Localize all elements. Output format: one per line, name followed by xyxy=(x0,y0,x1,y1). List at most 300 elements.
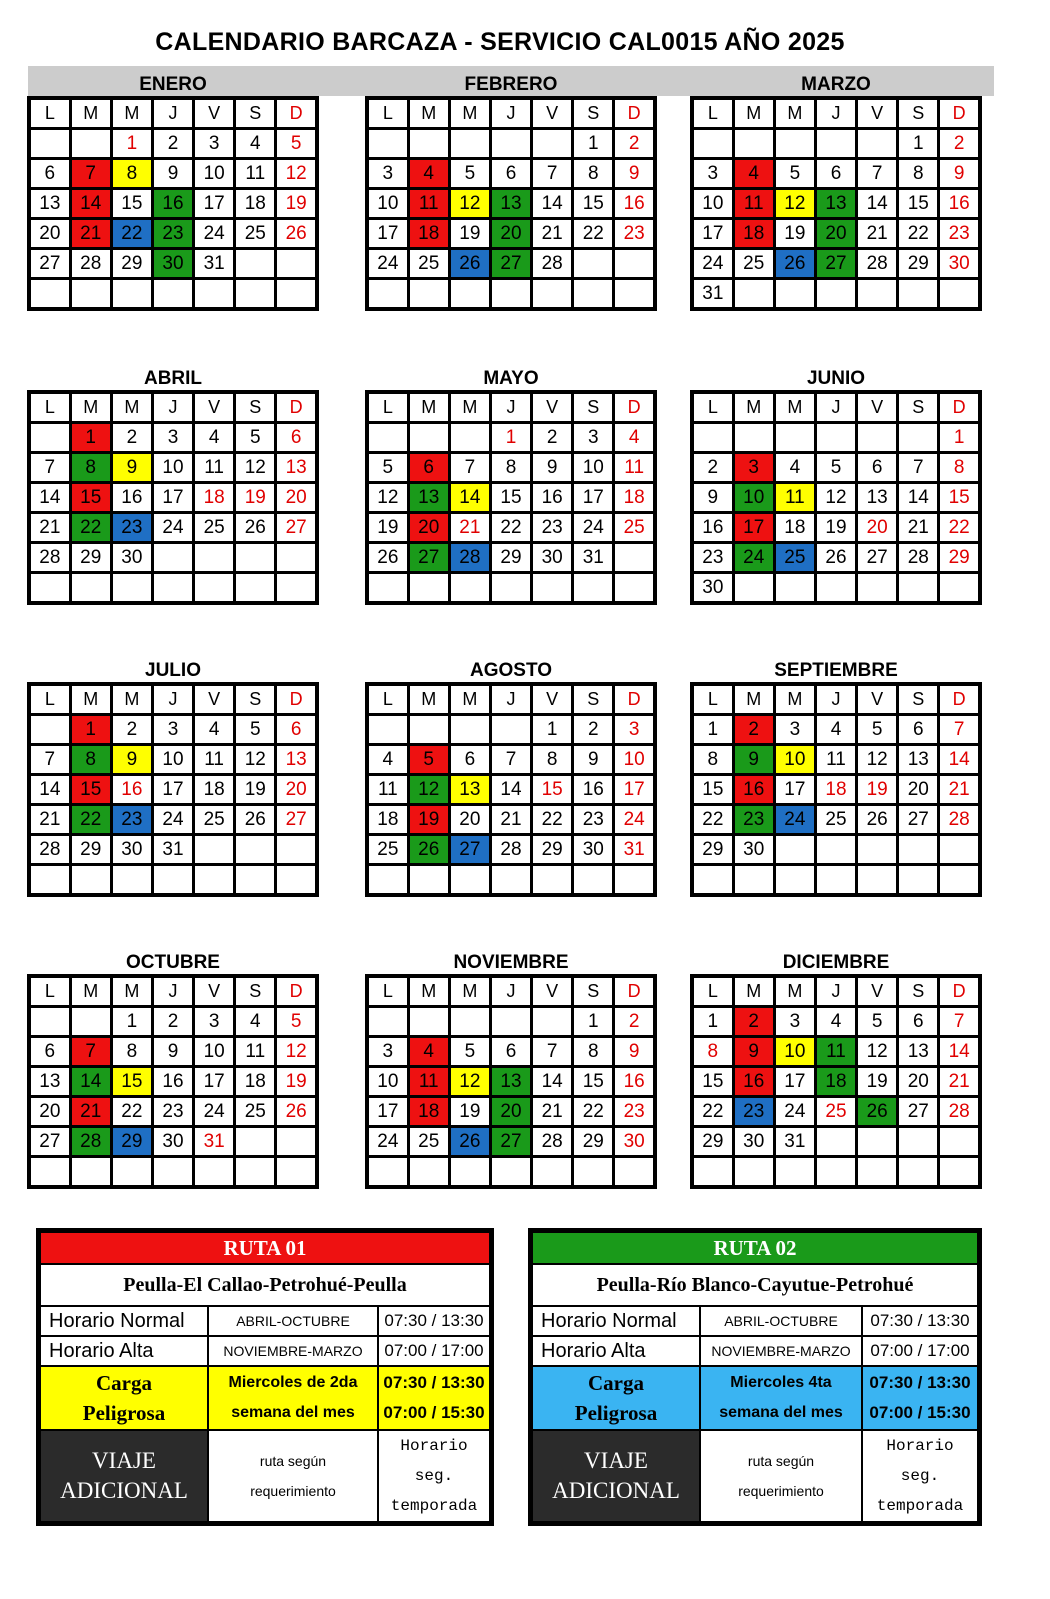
day-cell: 1 xyxy=(532,715,573,745)
month-noviembre xyxy=(365,950,657,1189)
weekday-header: S xyxy=(898,392,939,423)
weekday-header: S xyxy=(235,392,276,423)
weekday-header: M xyxy=(449,976,490,1007)
empty-cell xyxy=(857,129,898,159)
day-cell: 23 xyxy=(939,219,980,249)
day-cell: 1 xyxy=(111,1007,152,1037)
day-cell: 22 xyxy=(70,805,111,835)
weekday-header: M xyxy=(408,98,449,129)
empty-cell xyxy=(614,1157,655,1188)
day-cell: 27 xyxy=(29,1127,70,1157)
day-cell: 14 xyxy=(532,189,573,219)
day-cell: 1 xyxy=(939,423,980,453)
day-cell: 19 xyxy=(276,1067,317,1097)
empty-cell xyxy=(70,865,111,896)
day-cell: 22 xyxy=(573,1097,614,1127)
month-septiembre xyxy=(690,658,982,897)
day-cell: 4 xyxy=(235,1007,276,1037)
day-cell: 9 xyxy=(111,453,152,483)
empty-cell xyxy=(367,715,408,745)
day-cell: 18 xyxy=(733,219,774,249)
weekday-header: J xyxy=(815,684,856,715)
day-cell: 31 xyxy=(194,1127,235,1157)
weekday-header: M xyxy=(408,684,449,715)
day-cell: 22 xyxy=(70,513,111,543)
month-name: JULIO xyxy=(145,660,201,681)
day-cell: 14 xyxy=(70,1067,111,1097)
day-cell: 18 xyxy=(235,1067,276,1097)
month-grid xyxy=(365,96,657,311)
day-cell: 4 xyxy=(815,1007,856,1037)
weekday-header: V xyxy=(857,98,898,129)
extra-trip-label: VIAJE ADICIONAL xyxy=(40,1430,208,1522)
weekday-header: M xyxy=(733,98,774,129)
day-cell: 24 xyxy=(194,219,235,249)
day-cell: 9 xyxy=(152,1037,193,1067)
day-cell: 6 xyxy=(898,715,939,745)
normal-period: ABRIL-OCTUBRE xyxy=(700,1306,862,1336)
day-cell: 9 xyxy=(692,483,733,513)
day-cell: 20 xyxy=(490,1097,531,1127)
weekday-header: D xyxy=(614,976,655,1007)
day-cell: 31 xyxy=(774,1127,815,1157)
day-cell: 17 xyxy=(367,219,408,249)
extra-trip-schedule: Horario seg. temporada xyxy=(862,1430,978,1522)
empty-cell xyxy=(490,865,531,896)
day-cell: 15 xyxy=(490,483,531,513)
day-cell: 25 xyxy=(408,1127,449,1157)
day-cell: 26 xyxy=(857,805,898,835)
day-cell: 4 xyxy=(408,159,449,189)
day-cell: 14 xyxy=(449,483,490,513)
day-cell: 17 xyxy=(194,189,235,219)
empty-cell xyxy=(857,1157,898,1188)
day-cell: 7 xyxy=(449,453,490,483)
weekday-header: V xyxy=(532,392,573,423)
empty-cell xyxy=(449,423,490,453)
day-cell: 7 xyxy=(898,453,939,483)
weekday-header: V xyxy=(857,392,898,423)
empty-cell xyxy=(449,573,490,604)
month-name: MAYO xyxy=(483,368,539,389)
weekday-header: D xyxy=(939,392,980,423)
day-cell: 3 xyxy=(614,715,655,745)
empty-cell xyxy=(939,1127,980,1157)
day-cell: 13 xyxy=(490,189,531,219)
empty-cell xyxy=(815,1157,856,1188)
day-cell: 2 xyxy=(733,1007,774,1037)
month-mayo xyxy=(365,366,657,605)
weekday-header: D xyxy=(276,392,317,423)
day-cell: 16 xyxy=(111,483,152,513)
day-cell: 3 xyxy=(774,1007,815,1037)
day-cell: 23 xyxy=(733,805,774,835)
day-cell: 11 xyxy=(614,453,655,483)
cargo-time: 07:30 / 13:30 07:00 / 15:30 xyxy=(862,1366,978,1430)
month-name: JUNIO xyxy=(806,368,866,389)
day-cell: 30 xyxy=(152,249,193,279)
day-cell: 27 xyxy=(857,543,898,573)
day-cell: 10 xyxy=(733,483,774,513)
day-cell: 16 xyxy=(573,775,614,805)
month-diciembre xyxy=(690,950,982,1189)
day-cell: 5 xyxy=(857,1007,898,1037)
day-cell: 3 xyxy=(367,159,408,189)
day-cell: 18 xyxy=(408,1097,449,1127)
weekday-header: V xyxy=(194,98,235,129)
day-cell: 17 xyxy=(194,1067,235,1097)
day-cell: 27 xyxy=(490,249,531,279)
day-cell: 1 xyxy=(111,129,152,159)
day-cell: 12 xyxy=(276,1037,317,1067)
empty-cell xyxy=(532,279,573,310)
empty-cell xyxy=(449,865,490,896)
weekday-header: L xyxy=(29,976,70,1007)
day-cell: 9 xyxy=(939,159,980,189)
day-cell: 15 xyxy=(692,1067,733,1097)
empty-cell xyxy=(235,835,276,865)
weekday-header: L xyxy=(692,976,733,1007)
day-cell: 14 xyxy=(939,1037,980,1067)
day-cell: 28 xyxy=(532,1127,573,1157)
day-cell: 21 xyxy=(29,513,70,543)
day-cell: 4 xyxy=(194,715,235,745)
empty-cell xyxy=(733,279,774,310)
day-cell: 4 xyxy=(235,129,276,159)
day-cell: 3 xyxy=(692,159,733,189)
day-cell: 29 xyxy=(692,1127,733,1157)
empty-cell xyxy=(235,279,276,310)
day-cell: 15 xyxy=(111,189,152,219)
day-cell: 7 xyxy=(70,1037,111,1067)
day-cell: 3 xyxy=(194,129,235,159)
day-cell: 8 xyxy=(939,453,980,483)
day-cell: 26 xyxy=(857,1097,898,1127)
weekday-header: J xyxy=(152,976,193,1007)
day-cell: 19 xyxy=(276,189,317,219)
empty-cell xyxy=(532,573,573,604)
month-grid xyxy=(365,974,657,1189)
day-cell: 27 xyxy=(815,249,856,279)
empty-cell xyxy=(939,1157,980,1188)
weekday-header: M xyxy=(111,976,152,1007)
empty-cell xyxy=(367,1007,408,1037)
empty-cell xyxy=(408,1007,449,1037)
day-cell: 3 xyxy=(774,715,815,745)
empty-cell xyxy=(194,835,235,865)
weekday-header: L xyxy=(29,98,70,129)
weekday-header: M xyxy=(733,392,774,423)
weekday-header: J xyxy=(490,98,531,129)
day-cell: 11 xyxy=(194,453,235,483)
day-cell: 4 xyxy=(367,745,408,775)
day-cell: 9 xyxy=(733,1037,774,1067)
month-grid xyxy=(365,682,657,897)
empty-cell xyxy=(449,1007,490,1037)
empty-cell xyxy=(532,129,573,159)
day-cell: 8 xyxy=(490,453,531,483)
day-cell: 4 xyxy=(614,423,655,453)
day-cell: 29 xyxy=(111,249,152,279)
month-febrero xyxy=(365,72,657,311)
weekday-header: S xyxy=(898,98,939,129)
weekday-header: S xyxy=(573,392,614,423)
weekday-header: M xyxy=(70,684,111,715)
empty-cell xyxy=(111,865,152,896)
empty-cell xyxy=(733,865,774,896)
day-cell: 6 xyxy=(449,745,490,775)
day-cell: 30 xyxy=(614,1127,655,1157)
day-cell: 26 xyxy=(367,543,408,573)
weekday-header: L xyxy=(367,98,408,129)
day-cell: 7 xyxy=(939,715,980,745)
weekday-header: J xyxy=(815,976,856,1007)
weekday-header: M xyxy=(733,684,774,715)
day-cell: 3 xyxy=(733,453,774,483)
day-cell: 13 xyxy=(815,189,856,219)
normal-time: 07:30 / 13:30 xyxy=(862,1306,978,1336)
day-cell: 12 xyxy=(774,189,815,219)
day-cell: 10 xyxy=(367,189,408,219)
day-cell: 2 xyxy=(152,1007,193,1037)
day-cell: 29 xyxy=(532,835,573,865)
weekday-header: D xyxy=(939,976,980,1007)
weekday-header: M xyxy=(111,98,152,129)
day-cell: 18 xyxy=(815,775,856,805)
day-cell: 13 xyxy=(29,189,70,219)
day-cell: 16 xyxy=(532,483,573,513)
empty-cell xyxy=(29,279,70,310)
month-grid xyxy=(690,96,982,311)
month-grid xyxy=(27,974,319,1189)
day-cell: 20 xyxy=(815,219,856,249)
weekday-header: V xyxy=(532,98,573,129)
empty-cell xyxy=(774,129,815,159)
empty-cell xyxy=(490,129,531,159)
day-cell: 10 xyxy=(152,745,193,775)
empty-cell xyxy=(774,423,815,453)
day-cell: 8 xyxy=(111,159,152,189)
route-name: Peulla-El Callao-Petrohué-Peulla xyxy=(40,1264,490,1306)
day-cell: 24 xyxy=(573,513,614,543)
weekday-header: M xyxy=(449,98,490,129)
empty-cell xyxy=(194,279,235,310)
route-01-card xyxy=(36,1228,494,1526)
extra-trip-schedule: Horario seg. temporada xyxy=(378,1430,490,1522)
day-cell: 3 xyxy=(367,1037,408,1067)
cargo-label: Carga Peligrosa xyxy=(532,1366,700,1430)
weekday-header: M xyxy=(408,392,449,423)
day-cell: 26 xyxy=(276,219,317,249)
day-cell: 4 xyxy=(733,159,774,189)
day-cell: 22 xyxy=(111,219,152,249)
month-name: ABRIL xyxy=(143,368,203,389)
day-cell: 12 xyxy=(857,1037,898,1067)
empty-cell xyxy=(29,1157,70,1188)
day-cell: 12 xyxy=(449,189,490,219)
empty-cell xyxy=(408,279,449,310)
day-cell: 18 xyxy=(367,805,408,835)
month-name: AGOSTO xyxy=(470,660,552,681)
day-cell: 7 xyxy=(29,453,70,483)
day-cell: 1 xyxy=(573,1007,614,1037)
empty-cell xyxy=(939,279,980,310)
empty-cell xyxy=(532,1157,573,1188)
day-cell: 31 xyxy=(573,543,614,573)
day-cell: 30 xyxy=(939,249,980,279)
empty-cell xyxy=(774,835,815,865)
high-period: NOVIEMBRE-MARZO xyxy=(700,1336,862,1366)
month-grid xyxy=(690,974,982,1189)
empty-cell xyxy=(939,573,980,604)
day-cell: 4 xyxy=(408,1037,449,1067)
day-cell: 25 xyxy=(815,1097,856,1127)
day-cell: 25 xyxy=(614,513,655,543)
day-cell: 7 xyxy=(490,745,531,775)
day-cell: 12 xyxy=(235,453,276,483)
empty-cell xyxy=(733,1157,774,1188)
empty-cell xyxy=(235,249,276,279)
day-cell: 29 xyxy=(692,835,733,865)
day-cell: 5 xyxy=(774,159,815,189)
normal-label: Horario Normal xyxy=(532,1306,700,1336)
day-cell: 18 xyxy=(194,775,235,805)
weekday-header: D xyxy=(939,684,980,715)
day-cell: 10 xyxy=(152,453,193,483)
day-cell: 27 xyxy=(408,543,449,573)
day-cell: 8 xyxy=(692,1037,733,1067)
day-cell: 30 xyxy=(733,835,774,865)
weekday-header: L xyxy=(367,976,408,1007)
day-cell: 17 xyxy=(692,219,733,249)
empty-cell xyxy=(408,715,449,745)
month-grid xyxy=(27,682,319,897)
weekday-header: J xyxy=(815,392,856,423)
day-cell: 17 xyxy=(367,1097,408,1127)
day-cell: 7 xyxy=(29,745,70,775)
empty-cell xyxy=(692,865,733,896)
empty-cell xyxy=(857,279,898,310)
weekday-header: J xyxy=(152,392,193,423)
month-name: MARZO xyxy=(801,74,871,95)
day-cell: 13 xyxy=(276,745,317,775)
day-cell: 21 xyxy=(490,805,531,835)
day-cell: 22 xyxy=(573,219,614,249)
empty-cell xyxy=(408,129,449,159)
day-cell: 30 xyxy=(733,1127,774,1157)
empty-cell xyxy=(449,715,490,745)
empty-cell xyxy=(367,279,408,310)
weekday-header: J xyxy=(490,684,531,715)
day-cell: 22 xyxy=(898,219,939,249)
day-cell: 8 xyxy=(573,1037,614,1067)
day-cell: 27 xyxy=(449,835,490,865)
empty-cell xyxy=(70,279,111,310)
day-cell: 29 xyxy=(490,543,531,573)
weekday-header: L xyxy=(367,684,408,715)
day-cell: 8 xyxy=(532,745,573,775)
weekday-header: M xyxy=(774,976,815,1007)
day-cell: 23 xyxy=(692,543,733,573)
day-cell: 24 xyxy=(733,543,774,573)
day-cell: 10 xyxy=(194,159,235,189)
empty-cell xyxy=(152,865,193,896)
day-cell: 14 xyxy=(532,1067,573,1097)
empty-cell xyxy=(573,1157,614,1188)
page-title: CALENDARIO BARCAZA - SERVICIO CAL0015 AÑO 2025 xyxy=(155,28,845,56)
month-name: SEPTIEMBRE xyxy=(774,660,898,681)
empty-cell xyxy=(815,129,856,159)
empty-cell xyxy=(276,249,317,279)
empty-cell xyxy=(367,573,408,604)
day-cell: 29 xyxy=(111,1127,152,1157)
month-name: DICIEMBRE xyxy=(782,952,890,973)
day-cell: 16 xyxy=(733,1067,774,1097)
weekday-header: D xyxy=(276,976,317,1007)
day-cell: 10 xyxy=(367,1067,408,1097)
empty-cell xyxy=(815,865,856,896)
empty-cell xyxy=(70,573,111,604)
route-header: RUTA 02 xyxy=(532,1232,978,1264)
route-name: Peulla-Río Blanco-Cayutue-Petrohué xyxy=(532,1264,978,1306)
empty-cell xyxy=(408,423,449,453)
day-cell: 13 xyxy=(408,483,449,513)
day-cell: 24 xyxy=(614,805,655,835)
day-cell: 17 xyxy=(774,1067,815,1097)
day-cell: 9 xyxy=(573,745,614,775)
day-cell: 20 xyxy=(490,219,531,249)
weekday-header: M xyxy=(774,684,815,715)
weekday-header: D xyxy=(276,684,317,715)
weekday-header: M xyxy=(449,684,490,715)
day-cell: 5 xyxy=(235,423,276,453)
day-cell: 25 xyxy=(408,249,449,279)
day-cell: 5 xyxy=(815,453,856,483)
day-cell: 19 xyxy=(449,1097,490,1127)
day-cell: 22 xyxy=(939,513,980,543)
day-cell: 9 xyxy=(152,159,193,189)
day-cell: 28 xyxy=(29,835,70,865)
day-cell: 16 xyxy=(692,513,733,543)
day-cell: 21 xyxy=(939,1067,980,1097)
day-cell: 6 xyxy=(29,1037,70,1067)
day-cell: 21 xyxy=(449,513,490,543)
day-cell: 19 xyxy=(857,775,898,805)
month-grid xyxy=(27,390,319,605)
day-cell: 18 xyxy=(614,483,655,513)
day-cell: 2 xyxy=(614,129,655,159)
day-cell: 24 xyxy=(774,805,815,835)
day-cell: 7 xyxy=(532,1037,573,1067)
empty-cell xyxy=(774,573,815,604)
day-cell: 26 xyxy=(235,513,276,543)
empty-cell xyxy=(614,279,655,310)
weekday-header: J xyxy=(152,684,193,715)
day-cell: 15 xyxy=(573,1067,614,1097)
day-cell: 20 xyxy=(29,219,70,249)
day-cell: 14 xyxy=(490,775,531,805)
empty-cell xyxy=(152,543,193,573)
day-cell: 9 xyxy=(111,745,152,775)
day-cell: 26 xyxy=(235,805,276,835)
extra-trip-route: ruta según requerimiento xyxy=(700,1430,862,1522)
day-cell: 26 xyxy=(774,249,815,279)
day-cell: 1 xyxy=(898,129,939,159)
day-cell: 25 xyxy=(194,805,235,835)
day-cell: 23 xyxy=(733,1097,774,1127)
empty-cell xyxy=(111,1157,152,1188)
day-cell: 10 xyxy=(573,453,614,483)
